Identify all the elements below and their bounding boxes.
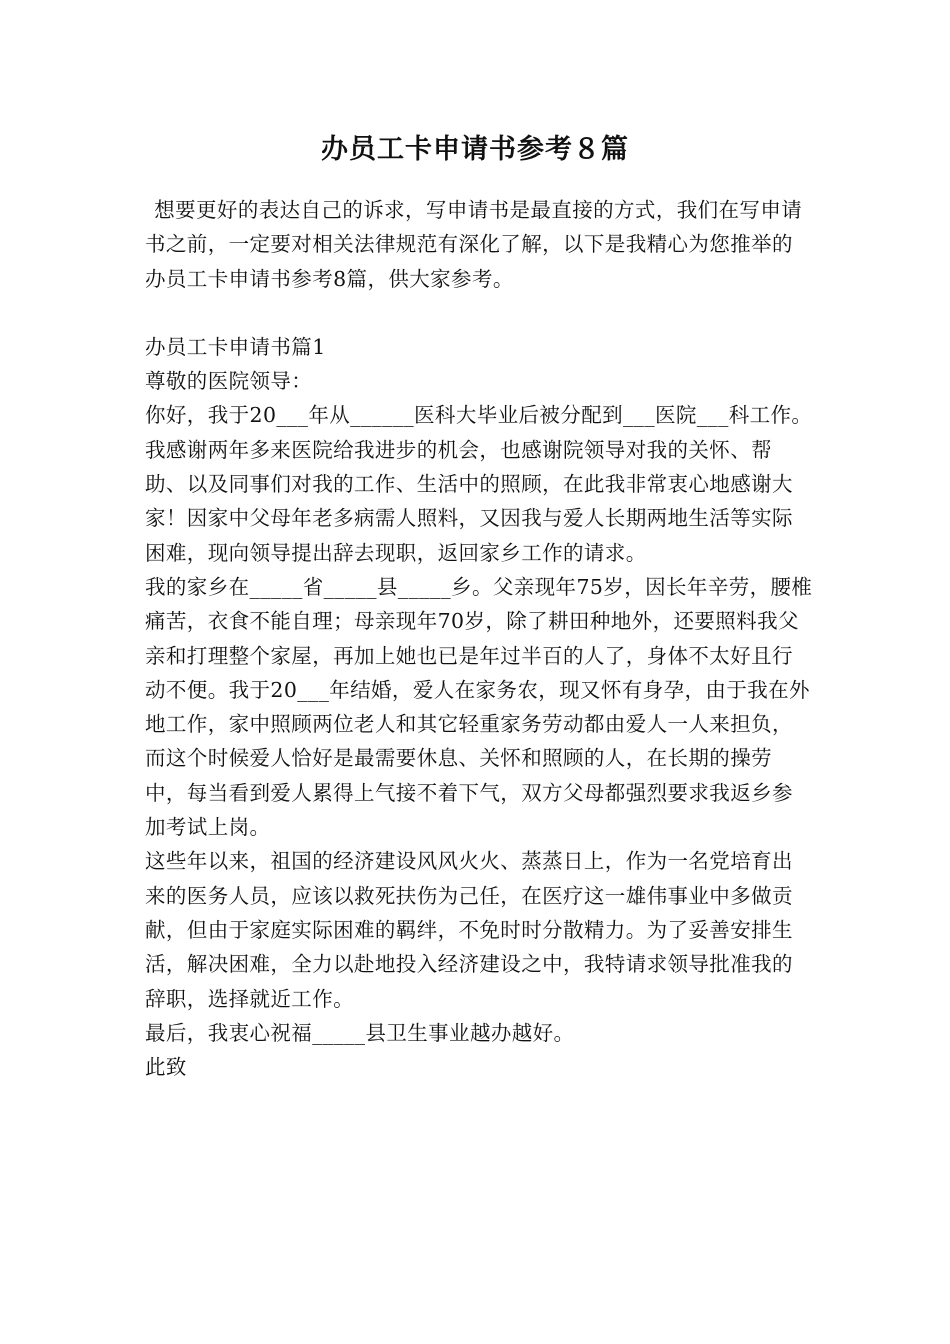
document-title: 办员工卡申请书参考８篇 bbox=[321, 134, 629, 165]
closing: 此致 bbox=[145, 1055, 187, 1080]
body-paragraph: 最后，我衷心祝福_____县卫生事业越办越好。 bbox=[145, 1020, 575, 1045]
salutation: 尊敬的医院领导： bbox=[145, 369, 313, 394]
intro-paragraph: 想要更好的表达自己的诉求，写申请书是最直接的方式，我们在写申请书之前，一定要对相关法律规范有深化了解，以下是我精心为您推举的办员工卡申请书参考8篇，供大家参考。 bbox=[145, 198, 803, 291]
body-paragraph: 这些年以来，祖国的经济建设风风火火、蒸蒸日上，作为一名党培育出来的医务人员，应该以救死扶伤为己任，在医疗这一雄伟事业中多做贡献，但由于家庭实际困难的羁绊，不免时时分散精力。为了妥善安排生活，解决困难，全力以赴地投入经济建设之中，我特请求领导批准我的辞职，选择就近工作。 bbox=[145, 849, 793, 1011]
body-paragraph: 你好，我于20___年从______医科大毕业后被分配到___医院___科工作。我感谢两年多来医院给我进步的机会，也感谢院领导对我的关怀、帮助、以及同事们对我的工作、生活中的照顾，在此我非常衷心地感谢大家！因家中父母年老多病需人照料，又因我与爱人长期两地生活等实际困难，现向领导提出辞去现职，返回家乡工作的请求。 bbox=[145, 403, 813, 565]
section-title: 办员工卡申请书篇1 bbox=[145, 334, 326, 359]
body-paragraph: 我的家乡在_____省_____县_____乡。父亲现年75岁，因长年辛劳，腰椎痛苦，衣食不能自理；母亲现年70岁，除了耕田种地外，还要照料我父亲和打理整个家屋，再加上她也已是年过半百的人了，身体不太好且行动不便。我于20___年结婚，爱人在家务农，现又怀有身孕，由于我在外地工作，家中照顾两位老人和其它轻重家务劳动都由爱人一人来担负，而这个时候爱人恰好是最需要休息、关怀和照顾的人，在长期的操劳中，每当看到爱人累得上气接不着下气，双方父母都强烈要求我返乡参加考试上岗。 bbox=[145, 574, 813, 840]
document-body bbox=[145, 193, 813, 1084]
paragraph-spacer bbox=[145, 296, 813, 330]
